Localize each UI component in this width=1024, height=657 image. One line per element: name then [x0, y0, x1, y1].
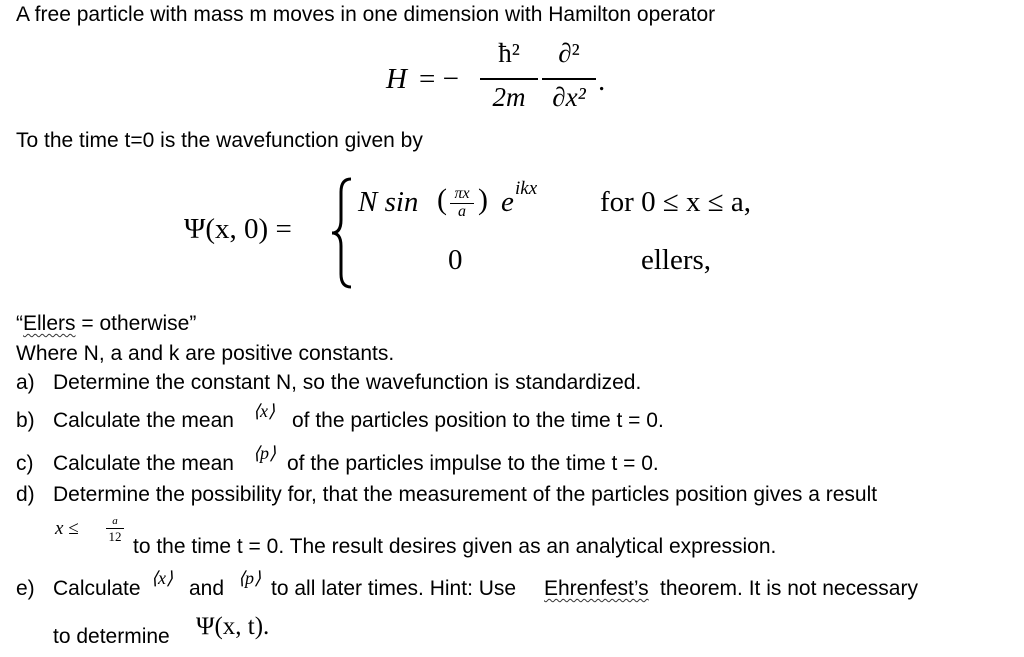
- mean-p-symbol: ⟨p⟩: [253, 443, 277, 463]
- question-e-and: and: [189, 577, 225, 600]
- psi-x-t: Ψ(x, t).: [196, 613, 270, 640]
- left-brace-icon: [329, 176, 355, 290]
- question-d-label: d): [16, 483, 35, 506]
- mean-x-symbol: ⟨x⟩: [151, 568, 174, 588]
- case1-expr: N sin: [358, 186, 419, 218]
- partial-squared: ∂²: [558, 38, 580, 68]
- quote-open: “: [16, 312, 23, 335]
- two-m: 2m: [492, 82, 526, 112]
- question-e-text1: Calculate: [53, 577, 141, 600]
- question-c-label: c): [16, 452, 34, 475]
- hamiltonian-lhs: H: [386, 63, 407, 95]
- question-b-text2: of the particles position to the time t = 0.: [292, 409, 664, 432]
- exp-sup: ikx: [515, 178, 538, 199]
- fraction-bar: [542, 78, 596, 80]
- ellers-note: [16, 311, 196, 337]
- hbar-squared: ħ²: [498, 38, 520, 68]
- frac-12: 12: [108, 529, 122, 544]
- question-c-text1: Calculate the mean: [53, 452, 234, 475]
- question-d-text1: Determine the possibility for, that the measurement of the particles position gives a result: [53, 483, 878, 506]
- case2-expr: 0: [448, 244, 463, 276]
- mean-x-symbol: ⟨x⟩: [253, 401, 276, 421]
- question-b-text1: Calculate the mean: [53, 409, 234, 432]
- time-text: To the time t=0 is the wavefunction given by: [16, 129, 423, 152]
- fraction-bar: [480, 78, 538, 80]
- question-a-label: a): [16, 371, 35, 394]
- ellers-rest: = otherwise”: [75, 312, 197, 335]
- ellers-word: Ellers: [23, 312, 76, 335]
- constants-text: Where N, a and k are positive constants.: [16, 342, 395, 365]
- intro-text: A free particle with mass m moves in one dimension with Hamilton operator: [16, 3, 716, 26]
- question-e-text3: theorem. It is not necessary: [660, 577, 918, 600]
- mean-p-symbol: ⟨p⟩: [238, 568, 262, 588]
- pi-x: πx: [454, 185, 470, 202]
- a-denominator: a: [458, 203, 466, 220]
- hamiltonian-period: .: [598, 65, 606, 97]
- ehrenfest-word: Ehrenfest’s: [544, 577, 649, 600]
- wavefunction-lhs: Ψ(x, 0) =: [184, 213, 292, 245]
- case1-condition: for 0 ≤ x ≤ a,: [600, 186, 752, 218]
- inequality-x: x ≤: [55, 518, 79, 539]
- question-e-text4: to determine: [53, 625, 170, 648]
- case2-condition: ellers,: [641, 244, 712, 276]
- frac-a: a: [112, 515, 118, 527]
- exp-base: e: [501, 186, 514, 218]
- close-paren: ): [478, 183, 488, 216]
- question-e-label: e): [16, 577, 35, 600]
- question-a-text: Determine the constant N, so the wavefunction is standardized.: [53, 371, 642, 394]
- hamiltonian-equals: = −: [419, 63, 459, 95]
- question-e-text2: to all later times. Hint: Use: [271, 577, 517, 600]
- open-paren: (: [437, 183, 447, 216]
- question-d-text2: to the time t = 0. The result desires given as an analytical expression.: [133, 535, 777, 558]
- partial-x-squared: ∂x²: [552, 82, 586, 112]
- question-c-text2: of the particles impulse to the time t = 0.: [287, 452, 659, 475]
- question-b-label: b): [16, 409, 35, 432]
